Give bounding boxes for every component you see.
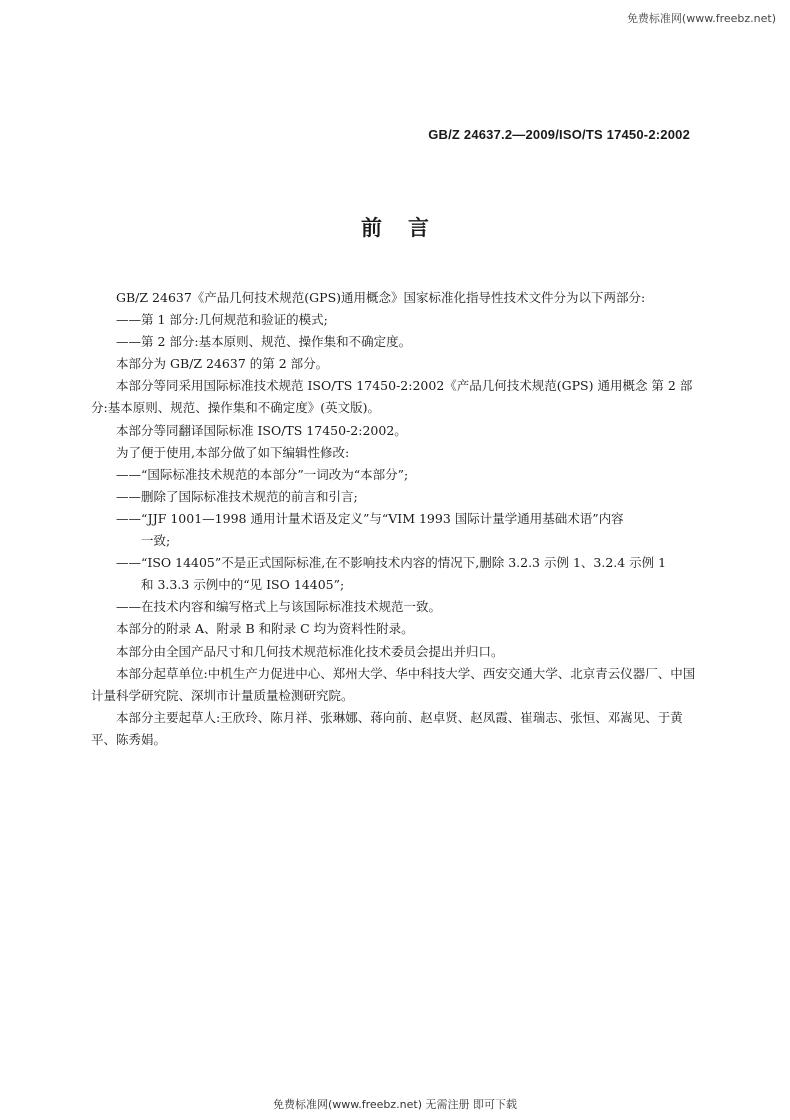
paragraph-adoption: 本部分等同采用国际标准技术规范 ISO/TS 17450-2:2002《产品几何技术规范(GPS) 通用概念 第 2 部分:基本原则、规范、操作集和不确定度》(英文版)。 [91,378,693,416]
paragraph-annexes: 本部分的附录 A、附录 B 和附录 C 均为资料性附录。 [116,621,414,637]
paragraph-committee: 本部分由全国产品尺寸和几何技术规范标准化技术委员会提出并归口。 [116,643,504,659]
paragraph-drafters: 本部分主要起草人:王欣玲、陈月祥、张琳娜、蒋向前、赵卓贤、赵凤霞、崔瑞志、张恒、邓嵩见、于黄平、陈秀娟。 [91,709,683,747]
page-title: 前言 [361,216,455,240]
list-item-edit2: ——删除了国际标准技术规范的前言和引言; [116,488,358,504]
paragraph-drafting-units: 本部分起草单位:中机生产力促进中心、郑州大学、华中科技大学、西安交通大学、北京青云仪器厂、中国计量科学研究院、深圳市计量质量检测研究院。 [91,665,696,703]
list-item-part1: ——第 1 部分:几何规范和验证的模式; [116,312,328,328]
list-item-edit4: ——“ISO 14405”不是正式国际标准,在不影响技术内容的情况下,删除 3.2.3 示例 1、3.2.4 示例 1 [116,555,667,571]
foreword-body [91,287,699,751]
paragraph-series: GB/Z 24637《产品几何技术规范(GPS)通用概念》国家标准化指导性技术文件分为以下两部分: [116,290,646,305]
standard-code: GB/Z 24637.2—2009/ISO/TS 17450-2:2002 [428,127,690,142]
paragraph-edits-intro: 为了便于使用,本部分做了如下编辑性修改: [116,444,350,460]
paragraph-translation: 本部分等同翻译国际标准 ISO/TS 17450-2:2002。 [116,422,407,438]
list-item-edit3-continued: 一致; [141,533,171,549]
list-item-edit1: ——“国际标准技术规范的本部分”一词改为“本部分”; [116,466,409,482]
list-item-edit4-continued: 和 3.3.3 示例中的“见 ISO 14405”; [141,577,345,593]
list-item-part2: ——第 2 部分:基本原则、规范、操作集和不确定度。 [116,334,412,350]
paragraph-part-number: 本部分为 GB/Z 24637 的第 2 部分。 [116,356,329,372]
list-item-edit3: ——“JJF 1001—1998 通用计量术语及定义”与“VIM 1993 国际计量学通用基础术语”内容 [116,510,624,526]
list-item-edit5: ——在技术内容和编写格式上与该国际标准技术规范一致。 [116,599,442,615]
watermark-bottom: 免费标准网(www.freebz.net) 无需注册 即可下载 [272,1098,518,1111]
watermark-top: 免费标准网(www.freebz.net) [626,12,776,25]
